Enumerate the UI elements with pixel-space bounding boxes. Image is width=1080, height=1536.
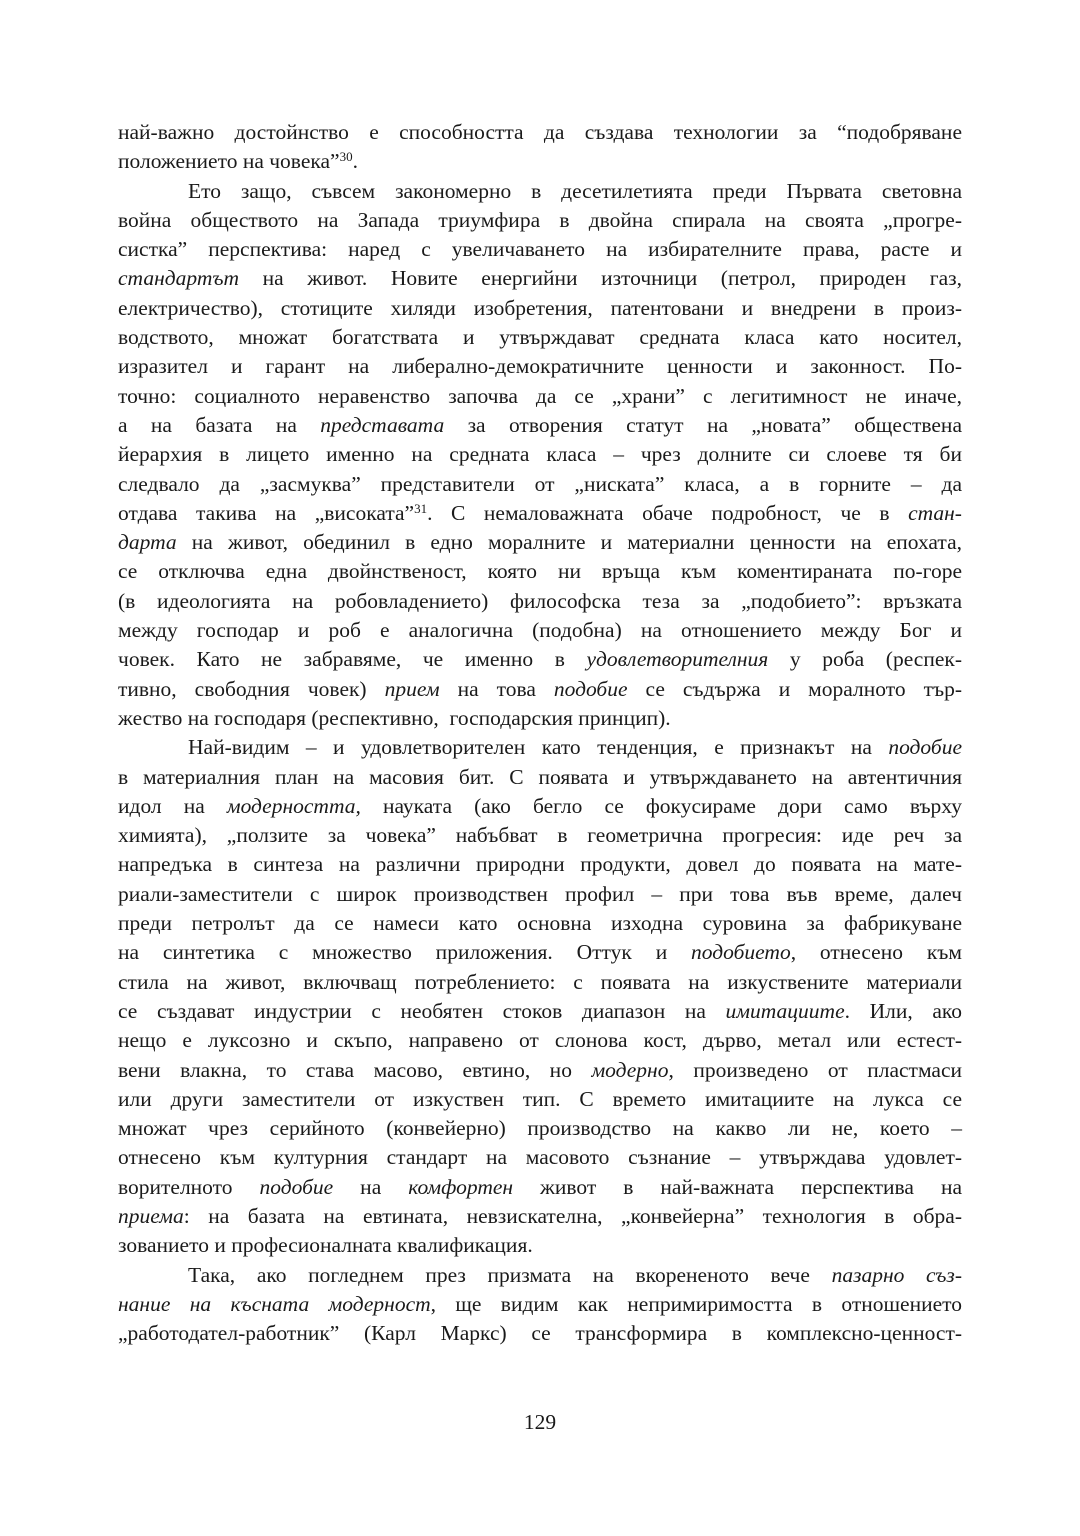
text-segment: , произведено от пластмаси: [668, 1057, 962, 1082]
text-line: [118, 1056, 962, 1085]
italic-text: подобие: [888, 735, 962, 760]
text-segment: , отнесено към: [790, 940, 962, 965]
italic-text: стан-: [908, 500, 962, 525]
text-line: [118, 645, 962, 674]
text-segment: водството, множат богатствата и утвърждават средната класа като носител,: [118, 325, 962, 350]
text-segment: на това: [439, 676, 554, 701]
text-line: [118, 616, 962, 645]
text-line: [118, 675, 962, 704]
text-line: [118, 235, 962, 264]
text-segment: изразител и гарант на либерално-демократичните ценности и законност. По-: [118, 354, 962, 379]
text-line: [118, 528, 962, 557]
text-line: [118, 440, 962, 469]
text-segment: (в идеологията на робовладението) философска теза за „подобието”: връзката: [118, 588, 962, 613]
text-segment: науката (ако бегло се фокусираме дори само върху: [360, 793, 962, 818]
italic-text: удовлетворителния: [586, 647, 769, 672]
text-segment: на живот, обединил в едно моралните и материални ценности на епохата,: [176, 530, 962, 555]
text-segment: у роба (респек-: [768, 647, 962, 672]
text-segment: следвало да „засмуква” представители от „ниската” класа, а в горните – да: [118, 471, 962, 496]
text-line: [118, 938, 962, 967]
text-line: [118, 1319, 962, 1348]
text-line: [118, 470, 962, 499]
italic-text: приема: [118, 1203, 184, 1228]
text-segment: . С немаловажната обаче подробност, че в: [427, 500, 909, 525]
italic-text: подобието: [691, 940, 791, 965]
text-line: [118, 792, 962, 821]
page-number: 129: [523, 1410, 557, 1434]
text-line: [118, 147, 962, 176]
text-line: [118, 587, 962, 616]
footnote-ref: 31: [414, 500, 428, 516]
text-segment: електричество), стотиците хиляди изобретения, патентовани и внедрени в произ-: [118, 295, 962, 320]
text-line: [118, 264, 962, 293]
italic-text: комфортен: [408, 1174, 514, 1199]
italic-text: имитациите: [725, 998, 845, 1023]
text-line: [118, 1114, 962, 1143]
italic-text: представата: [320, 412, 445, 437]
text-segment: риали-заместители с широк производствен профил – при това във време, далеч: [118, 881, 962, 906]
text-segment: Най-видим – и удовлетворителен като тенденция, е признакът на: [188, 735, 889, 760]
text-line: [118, 352, 962, 381]
italic-text: нание на късната модерност: [118, 1291, 431, 1316]
text-segment: се създават индустрии с необятен стоков диапазон на: [118, 998, 726, 1023]
text-segment: , ще видим как непримиримостта в отношението: [430, 1291, 962, 1316]
text-segment: точно: социалното неравенство започва да се „храни” с легитимност не иначе,: [118, 383, 962, 408]
text-segment: идол на: [118, 793, 227, 818]
text-segment: напредъка в синтеза на различни природни продукти, довел до появата на мате-: [118, 852, 962, 877]
text-segment: .: [352, 149, 358, 174]
text-line: [118, 323, 962, 352]
text-segment: . Или, ако: [844, 998, 962, 1023]
italic-text: дарта: [118, 530, 177, 555]
text-line: [118, 1290, 962, 1319]
paragraph: [118, 177, 962, 734]
text-line: [118, 177, 962, 206]
text-segment: а на базата на: [118, 412, 321, 437]
text-segment: преди петролът да се намеси като основна изходна суровина за фабрикуване: [118, 911, 962, 936]
text-line: [118, 821, 962, 850]
text-line: [118, 733, 962, 762]
text-segment: систка” перспектива: наред с увеличаването на избирателните права, расте и: [118, 237, 962, 262]
text-line: [118, 1231, 962, 1260]
text-segment: в материалния план на масовия бит. С появата и утвърждаването на автентичния: [118, 764, 962, 789]
text-segment: се съдържа и моралното тър-: [627, 676, 962, 701]
text-line: [118, 1085, 962, 1114]
italic-text: модерно: [591, 1057, 669, 1082]
text-segment: „работодател-работник” (Карл Маркс) се трансформира в комплексно-ценност-: [118, 1321, 962, 1346]
italic-text: прием: [384, 676, 440, 701]
text-line: [118, 499, 962, 528]
text-line: [118, 1202, 962, 1231]
text-segment: Ето защо, съвсем закономерно в десетилетията преди Първата световна: [188, 178, 962, 203]
text-segment: множат чрез серийното (конвейерно) производство на какво ли не, което –: [118, 1116, 962, 1141]
paragraph: [118, 733, 962, 1260]
paragraph: [118, 1261, 962, 1349]
text-segment: се отключва една двойнственост, която ни връща към коментираната по-горе: [118, 559, 962, 584]
text-line: [118, 763, 962, 792]
text-line: [118, 411, 962, 440]
text-segment: : на базата на евтината, невзискателна, „конвейерна” технология в обра-: [183, 1203, 962, 1228]
text-segment: отдава такива на „високата”: [118, 500, 415, 525]
text-line: [118, 294, 962, 323]
text-line: [118, 880, 962, 909]
text-line: [118, 850, 962, 879]
text-line: [118, 909, 962, 938]
text-line: [118, 382, 962, 411]
text-line: [118, 968, 962, 997]
italic-text: модерността,: [226, 793, 361, 818]
text-segment: на: [333, 1174, 409, 1199]
text-segment: отнесено към културния стандарт на масовото съзнание – утвърждава удовлет-: [118, 1145, 962, 1170]
text-line: [118, 1173, 962, 1202]
text-segment: живот в най-важната перспектива на: [513, 1174, 962, 1199]
text-line: [118, 1026, 962, 1055]
italic-text: стандартът: [118, 266, 240, 291]
text-line: [118, 1261, 962, 1290]
text-segment: нещо е луксозно и скъпо, направено от слонова кост, дърво, метал или естест-: [118, 1028, 962, 1053]
text-line: [118, 118, 962, 147]
text-segment: химията), „ползите за човека” набъбват в геометрична прогресия: иде реч за: [118, 823, 962, 848]
text-line: [118, 997, 962, 1026]
text-segment: стила на живот, включващ потреблението: с появата на изкуствените материали: [118, 969, 962, 994]
page-body: [118, 118, 962, 1348]
italic-text: подобие: [553, 676, 628, 701]
footnote-ref: 30: [339, 149, 353, 165]
text-segment: ворителното: [118, 1174, 260, 1199]
text-line: [118, 1143, 962, 1172]
text-segment: или други заместители от изкуствен тип. С времето имитациите на лукса се: [118, 1086, 962, 1111]
text-line: [118, 557, 962, 586]
text-segment: тивно, свободния човек): [118, 676, 385, 701]
italic-text: пазарно съз-: [831, 1262, 962, 1287]
italic-text: подобие: [259, 1174, 334, 1199]
text-segment: на синтетика с множество приложения. Оттук и: [118, 940, 692, 965]
text-segment: за отворения статут на „новата” обществена: [444, 412, 962, 437]
text-segment: Така, ако погледнем през призмата на вкорененото вече: [188, 1262, 832, 1287]
text-segment: между господар и роб е аналогична (подобна) на отношението между Бог и: [118, 618, 962, 643]
text-segment: положението на човека”: [118, 149, 340, 174]
text-segment: зованието и професионалната квалификация.: [118, 1233, 533, 1258]
text-segment: йерархия в лицето именно на средната класа – чрез долните си слоеве тя би: [118, 442, 962, 467]
text-segment: война обществото на Запада триумфира в двойна спирала на своята „прогре-: [118, 207, 962, 232]
text-segment: жество на господаря (респективно, господарския принцип).: [118, 705, 671, 730]
text-line: [118, 206, 962, 235]
paragraph: [118, 118, 962, 177]
text-segment: вени влакна, то става масово, евтино, но: [118, 1057, 592, 1082]
text-segment: на живот. Новите енергийни източници (петрол, природен газ,: [239, 266, 962, 291]
text-segment: най-важно достойнство е способността да създава технологии за “подобряване: [118, 120, 962, 144]
text-segment: човек. Като не забравяме, че именно в: [118, 647, 587, 672]
text-line: [118, 704, 962, 733]
